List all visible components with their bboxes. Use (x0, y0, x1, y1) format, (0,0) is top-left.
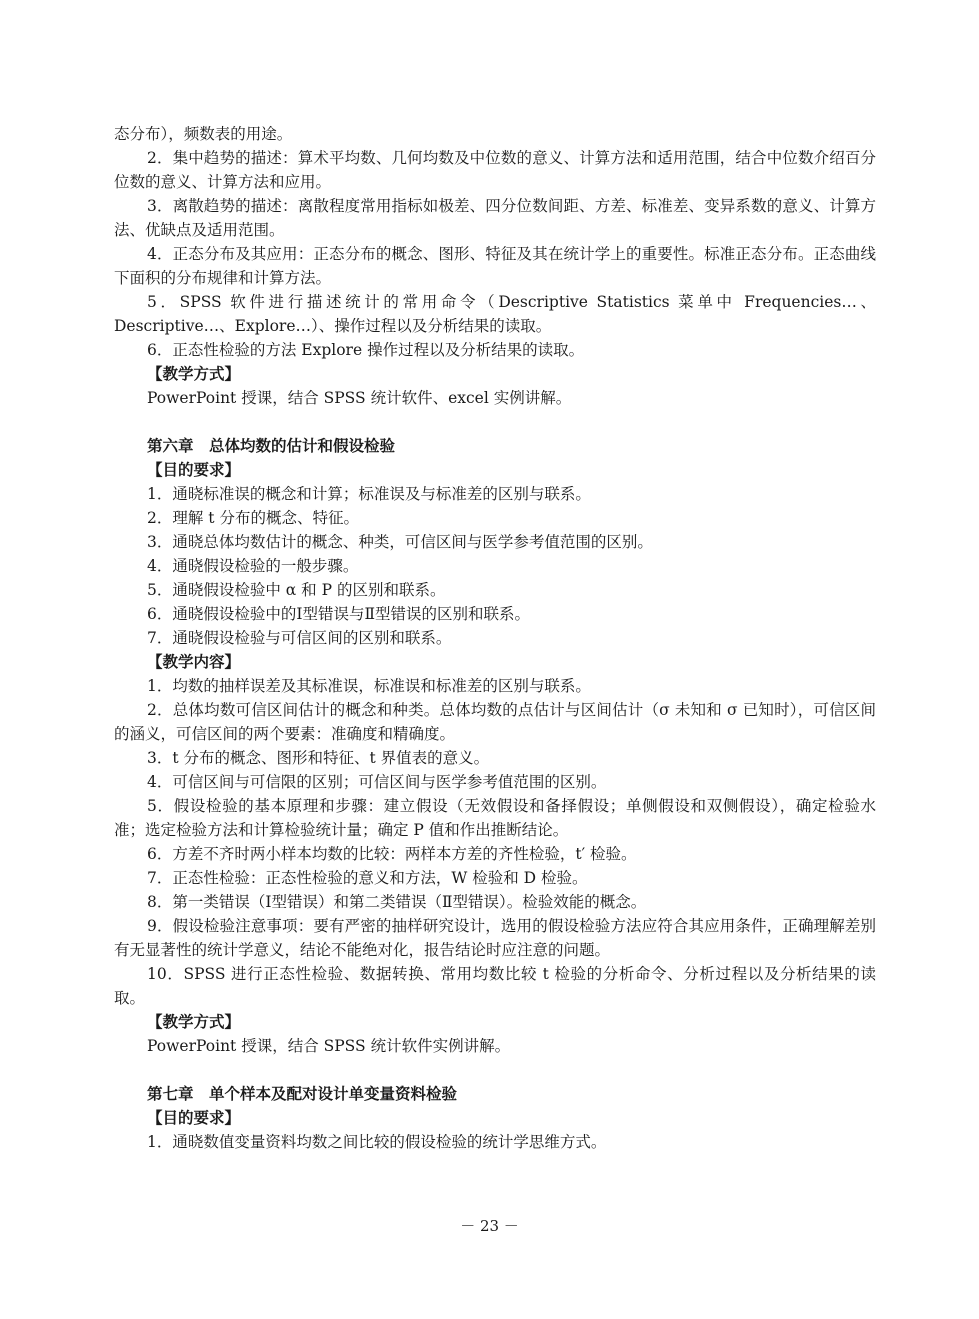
list-item: 8．第一类错误（Ⅰ型错误）和第二类错误（Ⅱ型错误）。检验效能的概念。 (147, 893, 647, 911)
paragraph: 3．离散趋势的描述：离散程度常用指标如极差、四分位数间距、方差、标准差、变异系数的意义、计算方法、优缺点及适用范围。 (114, 197, 876, 239)
list-item: 5．假设检验的基本原理和步骤：建立假设（无效假设和备择假设；单侧假设和双侧假设），确定检验水准；选定检验方法和计算检验统计量；确定 P 值和作出推断结论。 (114, 797, 876, 839)
list-item: 3．通晓总体均数估计的概念、种类，可信区间与医学参考值范围的区别。 (147, 533, 653, 551)
paragraph: 4．正态分布及其应用：正态分布的概念、图形、特征及其在统计学上的重要性。标准正态分布。正态曲线下面积的分布规律和计算方法。 (114, 245, 876, 287)
paragraph-continuation: 态分布），频数表的用途。 (114, 125, 293, 143)
list-item: 5．通晓假设检验中 α 和 P 的区别和联系。 (147, 581, 446, 599)
list-item: 6．通晓假设检验中的Ⅰ型错误与Ⅱ型错误的区别和联系。 (147, 605, 531, 623)
list-item: 2．理解 t 分布的概念、特征。 (147, 509, 359, 527)
page-number: － 23 － (460, 1217, 519, 1235)
paragraph: PowerPoint 授课，结合 SPSS 统计软件、excel 实例讲解。 (147, 389, 572, 407)
chapter-title: 第七章 单个样本及配对设计单变量资料检验 (147, 1084, 458, 1103)
list-item: 10．SPSS 进行正态性检验、数据转换、常用均数比较 t 检验的分析命令、分析过程以及分析结果的读取。 (114, 965, 876, 1007)
list-item: 1．通晓数值变量资料均数之间比较的假设检验的统计学思维方式。 (147, 1133, 607, 1151)
chapter-title: 第六章 总体均数的估计和假设检验 (147, 436, 396, 455)
list-item: 2．总体均数可信区间估计的概念和种类。总体均数的点估计与区间估计（σ 未知和 σ 已知时），可信区间的涵义，可信区间的两个要素：准确度和精确度。 (114, 701, 876, 743)
document-body (114, 122, 876, 1154)
paragraph: 2．集中趋势的描述：算术平均数、几何均数及中位数的意义、计算方法和适用范围，结合中位数介绍百分位数的意义、计算方法和应用。 (114, 149, 876, 191)
section-heading: 【目的要求】 (147, 460, 241, 479)
list-item: 3．t 分布的概念、图形和特征、t 界值表的意义。 (147, 749, 490, 767)
paragraph: PowerPoint 授课，结合 SPSS 统计软件实例讲解。 (147, 1037, 511, 1055)
list-item: 4．通晓假设检验的一般步骤。 (147, 557, 359, 575)
section-heading: 【教学方式】 (147, 1012, 241, 1031)
section-heading: 【目的要求】 (147, 1108, 241, 1127)
list-item: 7．正态性检验：正态性检验的意义和方法，W 检验和 D 检验。 (147, 869, 588, 887)
list-item: 1．均数的抽样误差及其标准误，标准误和标准差的区别与联系。 (147, 677, 591, 695)
list-item: 6．方差不齐时两小样本均数的比较：两样本方差的齐性检验，t′ 检验。 (147, 845, 637, 863)
list-item: 9．假设检验注意事项：要有严密的抽样研究设计，选用的假设检验方法应符合其应用条件，正确理解差别有无显著性的统计学意义，结论不能绝对化，报告结论时应注意的问题。 (114, 917, 876, 959)
paragraph: 6．正态性检验的方法 Explore 操作过程以及分析结果的读取。 (147, 341, 585, 359)
list-item: 1．通晓标准误的概念和计算；标准误及与标准差的区别与联系。 (147, 485, 591, 503)
list-item: 4．可信区间与可信限的区别；可信区间与医学参考值范围的区别。 (147, 773, 607, 791)
list-item: 7．通晓假设检验与可信区间的区别和联系。 (147, 629, 452, 647)
paragraph: 5．SPSS 软件进行描述统计的常用命令（Descriptive Statistics 菜单中 Frequencies…、Descriptive…、Explore…）、操作过程以及分析结果的读取。 (114, 293, 876, 335)
section-heading: 【教学内容】 (147, 652, 241, 671)
section-heading: 【教学方式】 (147, 364, 241, 383)
